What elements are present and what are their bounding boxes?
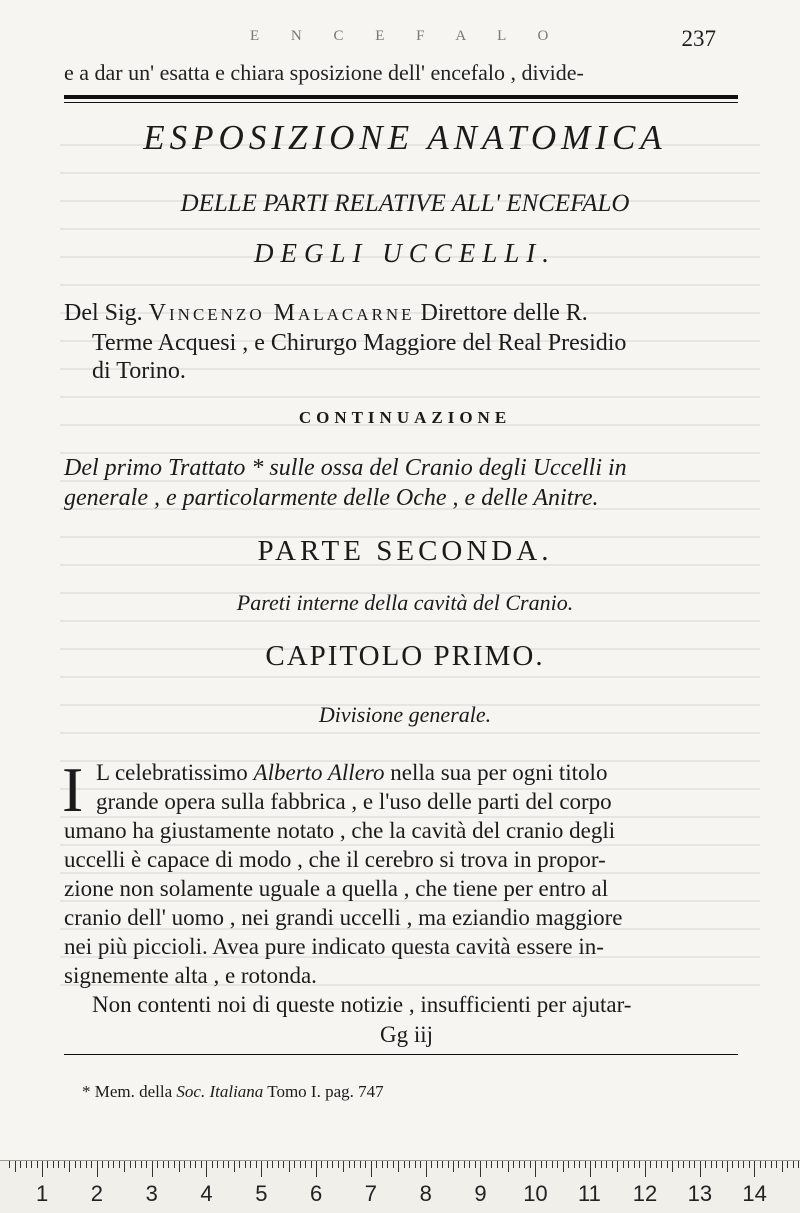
author-line-2: Terme Acquesi , e Chirurgo Maggiore del Real Presidio	[92, 330, 627, 356]
ruler-tick	[113, 1161, 114, 1168]
body-line-1-name: Alberto Allero	[253, 760, 385, 785]
ruler-tick	[601, 1161, 602, 1168]
continuation-line: e a dar un' esatta e chiara sposizione dell' encefalo , divide-	[64, 60, 584, 85]
ruler-tick	[201, 1161, 202, 1168]
ruler-tick	[272, 1161, 273, 1168]
ruler-tick	[678, 1161, 679, 1168]
ruler-tick	[108, 1161, 109, 1168]
ruler-label: 12	[632, 1181, 658, 1206]
ruler-tick	[491, 1161, 492, 1168]
ruler-tick	[97, 1161, 98, 1177]
ruler-tick	[760, 1161, 761, 1168]
ruler-tick	[47, 1161, 48, 1168]
author-title: Direttore delle R.	[420, 300, 588, 326]
ruler-tick	[782, 1161, 783, 1172]
ruler-tick	[316, 1161, 317, 1177]
body-line-1-end: nella sua per ogni titolo	[390, 760, 608, 785]
ruler-tick	[157, 1161, 158, 1168]
ruler-label: 8	[419, 1181, 432, 1206]
ruler-tick	[579, 1161, 580, 1168]
footnote-text-a: Mem. della	[94, 1082, 173, 1101]
ruler-tick	[300, 1161, 301, 1168]
ruler-tick	[256, 1161, 257, 1168]
header-rule-thin	[64, 102, 738, 103]
ruler-tick	[163, 1161, 164, 1168]
title-line-3: DEGLI UCCELLI.	[253, 238, 557, 268]
ruler-tick	[119, 1161, 120, 1168]
ruler-tick	[530, 1161, 531, 1168]
ruler-tick	[305, 1161, 306, 1168]
body-line-2: grande opera sulla fabbrica , e l'uso delle parti del corpo	[96, 789, 612, 814]
subtitle-line-1: Del primo Trattato * sulle ossa del Cranio degli Uccelli in	[64, 455, 627, 481]
ruler-tick	[727, 1161, 728, 1172]
ruler-tick	[524, 1161, 525, 1168]
ruler-tick	[771, 1161, 772, 1168]
ruler-tick	[700, 1161, 701, 1177]
ruler-tick	[174, 1161, 175, 1168]
ruler-tick	[661, 1161, 662, 1168]
ruler-label: 10	[523, 1181, 548, 1206]
ruler-tick	[535, 1161, 536, 1177]
ruler-tick	[376, 1161, 377, 1168]
ruler-tick	[448, 1161, 449, 1168]
ruler-tick	[711, 1161, 712, 1168]
ruler-tick	[338, 1161, 339, 1168]
ruler-tick	[382, 1161, 383, 1168]
ruler-tick	[437, 1161, 438, 1168]
body-line-8: signemente alta , e rotonda.	[64, 963, 317, 988]
ruler-tick	[195, 1161, 196, 1168]
ruler-tick	[513, 1161, 514, 1168]
ruler-tick	[398, 1161, 399, 1172]
ruler-tick	[58, 1161, 59, 1168]
ruler-tick	[656, 1161, 657, 1168]
ruler-tick	[634, 1161, 635, 1168]
ruler-tick	[557, 1161, 558, 1168]
ruler-tick	[743, 1161, 744, 1168]
ruler-tick	[617, 1161, 618, 1172]
page-number: 237	[681, 26, 716, 51]
ruler-tick	[15, 1161, 16, 1172]
ruler-tick	[91, 1161, 92, 1168]
body-line-5: zione non solamente uguale a quella , che tiene per entro al	[64, 876, 609, 901]
ruler-tick	[217, 1161, 218, 1168]
ruler-tick	[552, 1161, 553, 1168]
subtitle-line-2: generale , e particolarmente delle Oche , e delle Anitre.	[64, 485, 599, 511]
ruler-tick	[754, 1161, 755, 1177]
body-line-6: cranio dell' uomo , nei grandi uccelli , ma eziandio maggiore	[64, 905, 623, 930]
ruler-tick	[234, 1161, 235, 1172]
ruler-tick	[184, 1161, 185, 1168]
ruler-tick	[360, 1161, 361, 1168]
ruler-tick	[250, 1161, 251, 1168]
footnote-marker: *	[82, 1082, 91, 1101]
footnote	[82, 1082, 384, 1102]
body-line-7: nei più piccioli. Avea pure indicato questa cavità essere in-	[64, 934, 604, 959]
ruler-tick	[365, 1161, 366, 1168]
ruler-tick	[502, 1161, 503, 1168]
ruler-tick	[206, 1161, 207, 1177]
ruler-label: 14	[742, 1181, 767, 1206]
ruler-label: 5	[255, 1181, 268, 1206]
ruler-tick	[732, 1161, 733, 1168]
ruler-tick	[585, 1161, 586, 1168]
ruler-tick	[486, 1161, 487, 1168]
ruler-tick	[426, 1161, 427, 1177]
ruler-tick	[239, 1161, 240, 1168]
ruler-tick	[568, 1161, 569, 1168]
ruler-tick	[130, 1161, 131, 1168]
ruler-tick	[787, 1161, 788, 1168]
ruler-tick	[645, 1161, 646, 1177]
body-line-9: Non contenti noi di queste notizie , insufficienti per ajutar-	[92, 992, 632, 1017]
body-line-1	[96, 760, 607, 786]
ruler-label: 3	[145, 1181, 158, 1206]
ruler-tick	[458, 1161, 459, 1168]
body-line-1-start: L celebratissimo	[96, 760, 248, 785]
ruler-tick	[42, 1161, 43, 1177]
ruler-tick	[694, 1161, 695, 1168]
ruler-tick	[261, 1161, 262, 1177]
ruler-tick	[135, 1161, 136, 1168]
footnote-text-c: Tomo I. pag. 747	[267, 1082, 384, 1101]
ruler-tick	[289, 1161, 290, 1172]
ruler-tick	[464, 1161, 465, 1168]
ruler-tick	[387, 1161, 388, 1168]
ruler-tick	[689, 1161, 690, 1168]
ruler-tick	[409, 1161, 410, 1168]
footnote-text-b: Soc. Italiana	[176, 1082, 264, 1101]
ruler-tick	[349, 1161, 350, 1168]
ruler-tick	[749, 1161, 750, 1168]
ruler-tick	[9, 1161, 10, 1168]
parte-heading: PARTE SECONDA.	[257, 535, 553, 567]
ruler-tick	[480, 1161, 481, 1177]
ruler-tick	[141, 1161, 142, 1168]
ruler-tick	[541, 1161, 542, 1168]
ruler-tick	[497, 1161, 498, 1168]
footnote-rule	[64, 1054, 738, 1055]
author-name: Vincenzo Malacarne	[148, 300, 415, 326]
ruler-label: 9	[474, 1181, 487, 1206]
measurement-ruler	[0, 1160, 800, 1213]
ruler-tick	[738, 1161, 739, 1168]
ruler-tick	[623, 1161, 624, 1168]
author-prefix: Del Sig.	[64, 300, 143, 326]
ruler-tick	[228, 1161, 229, 1168]
ruler-tick	[563, 1161, 564, 1172]
continuazione-heading: CONTINUAZIONE	[298, 408, 512, 427]
ruler-tick	[776, 1161, 777, 1168]
ruler-tick	[765, 1161, 766, 1168]
ruler-tick	[283, 1161, 284, 1168]
ruler-tick	[37, 1161, 38, 1168]
ruler-tick	[546, 1161, 547, 1168]
header-rule-thick	[64, 95, 738, 99]
ruler-tick	[321, 1161, 322, 1168]
ruler-tick	[64, 1161, 65, 1168]
ruler-tick	[311, 1161, 312, 1168]
ruler-tick	[612, 1161, 613, 1168]
ruler-tick	[69, 1161, 70, 1172]
ruler-label: 2	[90, 1181, 104, 1206]
ruler-tick	[20, 1161, 21, 1168]
ruler-tick	[223, 1161, 224, 1168]
ruler-label: 7	[364, 1181, 378, 1206]
ruler-tick	[793, 1161, 794, 1168]
ruler-tick	[469, 1161, 470, 1168]
ruler-tick	[508, 1161, 509, 1172]
body-line-3: umano ha giustamente notato , che la cavità del cranio degli	[64, 818, 616, 843]
ruler-tick	[343, 1161, 344, 1172]
ruler-tick	[475, 1161, 476, 1168]
ruler-tick	[393, 1161, 394, 1168]
ruler-tick	[453, 1161, 454, 1172]
ruler-tick	[80, 1161, 81, 1168]
capitolo-heading: CAPITOLO PRIMO.	[265, 640, 545, 672]
signature-mark: Gg iij	[380, 1022, 434, 1047]
ruler-tick	[672, 1161, 673, 1172]
ruler-tick	[667, 1161, 668, 1168]
ruler-tick	[146, 1161, 147, 1168]
ruler-tick	[431, 1161, 432, 1168]
ruler-tick	[722, 1161, 723, 1168]
ruler-tick	[53, 1161, 54, 1168]
ruler-tick	[371, 1161, 372, 1177]
running-head: E N C E F A L O	[250, 28, 563, 44]
ruler-tick	[683, 1161, 684, 1168]
ruler-tick	[267, 1161, 268, 1168]
ruler-tick	[102, 1161, 103, 1168]
divisione-subheading: Divisione generale.	[318, 702, 492, 727]
ruler-tick	[26, 1161, 27, 1168]
author-line-3: di Torino.	[92, 358, 186, 384]
ruler-tick	[31, 1161, 32, 1168]
ruler-tick	[639, 1161, 640, 1168]
ruler-tick	[278, 1161, 279, 1168]
ruler-tick	[716, 1161, 717, 1168]
ruler-tick	[519, 1161, 520, 1168]
ruler-tick	[168, 1161, 169, 1168]
ruler-tick	[590, 1161, 591, 1177]
ruler-tick	[152, 1161, 153, 1177]
ruler-tick	[86, 1161, 87, 1168]
ruler-tick	[354, 1161, 355, 1168]
ruler-tick	[294, 1161, 295, 1168]
ruler-label: 4	[200, 1181, 213, 1206]
pareti-subheading: Pareti interne della cavità del Cranio.	[236, 590, 574, 615]
ruler-tick	[415, 1161, 416, 1168]
ruler-tick	[327, 1161, 328, 1168]
ruler-tick	[595, 1161, 596, 1168]
ruler-tick	[212, 1161, 213, 1168]
drop-cap: I	[62, 754, 84, 825]
ruler-label: 11	[578, 1181, 601, 1206]
title-line-1: ESPOSIZIONE ANATOMICA	[143, 118, 667, 157]
author-line-1	[64, 300, 588, 327]
ruler-tick	[574, 1161, 575, 1168]
ruler-tick	[75, 1161, 76, 1168]
ruler-tick	[245, 1161, 246, 1168]
ruler-tick	[442, 1161, 443, 1168]
ruler-tick	[404, 1161, 405, 1168]
ruler-label: 6	[310, 1181, 323, 1206]
ruler-tick	[420, 1161, 421, 1168]
ruler-tick	[332, 1161, 333, 1168]
ruler-tick	[179, 1161, 180, 1172]
ruler-tick	[606, 1161, 607, 1168]
ruler-label: 13	[687, 1181, 713, 1206]
ruler-tick	[124, 1161, 125, 1172]
ruler-tick	[705, 1161, 706, 1168]
ruler-tick	[650, 1161, 651, 1168]
ruler-tick	[628, 1161, 629, 1168]
ruler-label: 1	[36, 1181, 49, 1206]
ruler-tick	[798, 1161, 799, 1168]
ruler-tick	[190, 1161, 191, 1168]
title-line-2: DELLE PARTI RELATIVE ALL' ENCEFALO	[180, 190, 630, 217]
body-line-4: uccelli è capace di modo , che il cerebro si trova in propor-	[64, 847, 606, 872]
